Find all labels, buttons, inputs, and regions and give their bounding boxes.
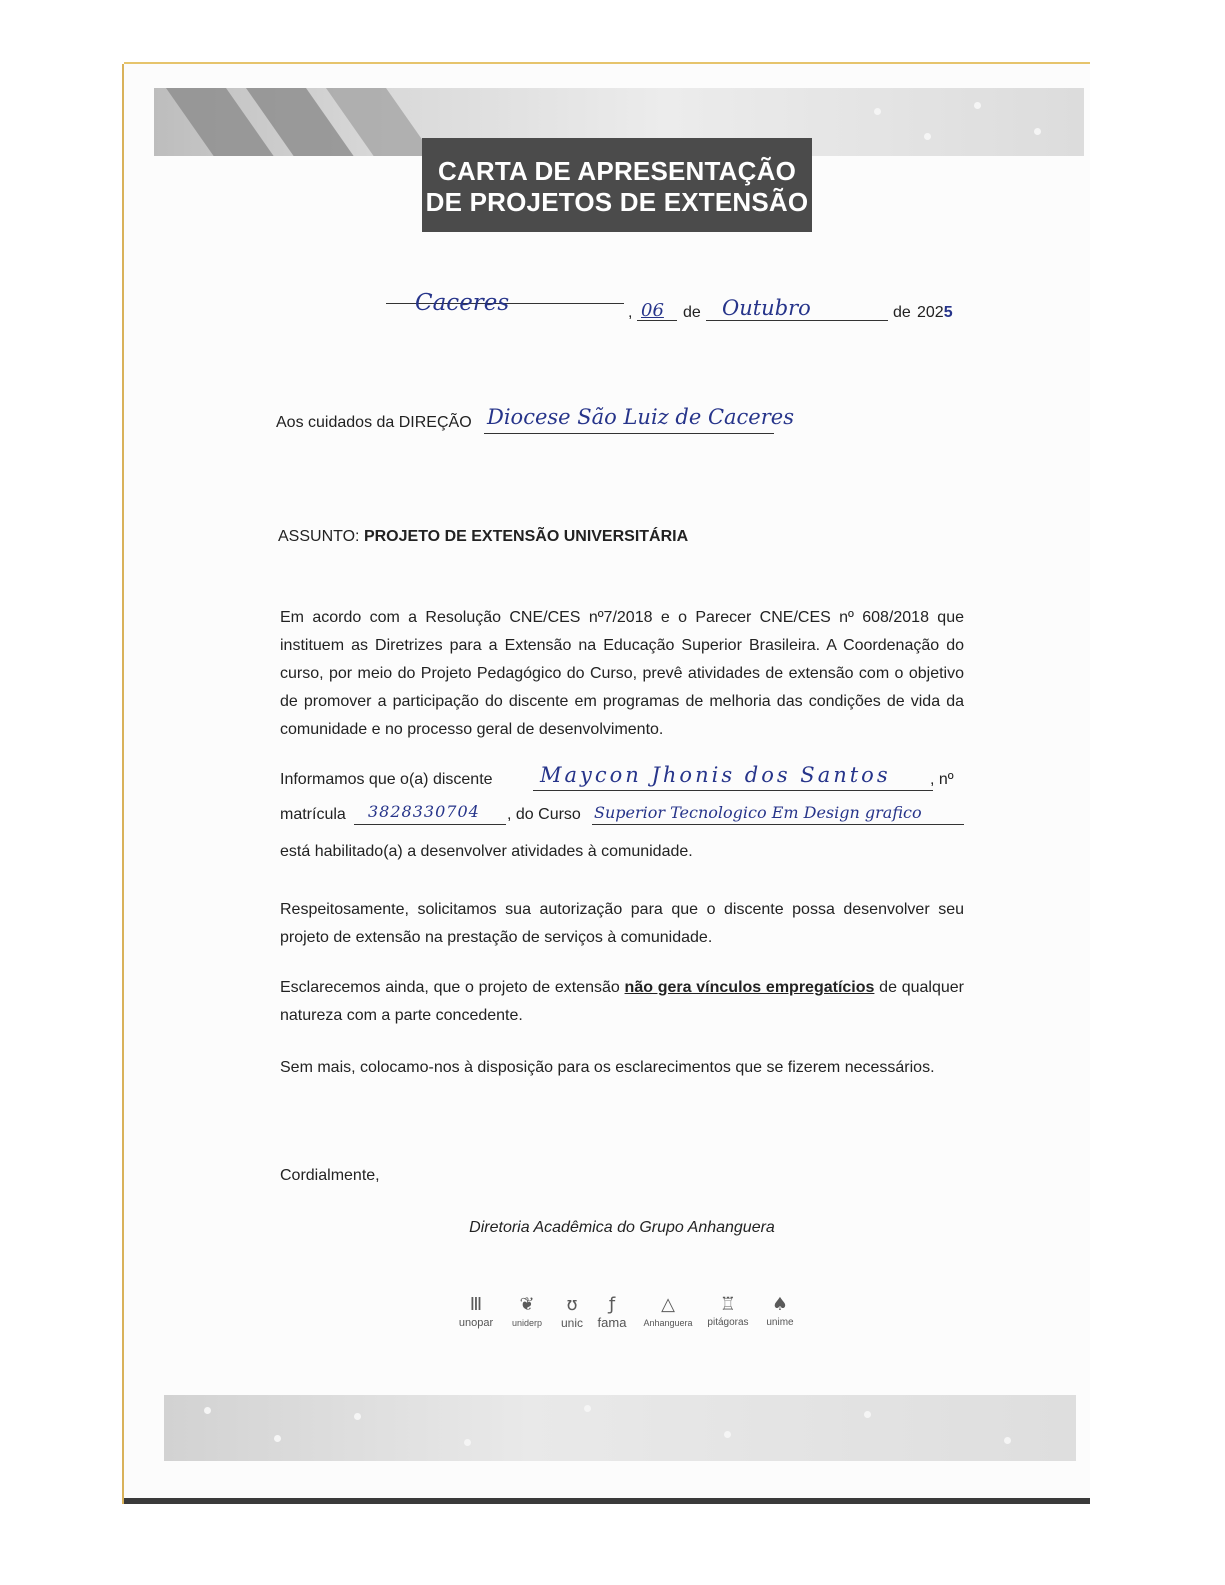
curso-underline [592, 824, 964, 825]
unime-logo-icon: ♠ [771, 1294, 789, 1315]
paragraph-request: Respeitosamente, solicitamos sua autorização para que o discente possa desenvolver seu projeto de extensão na prestação de serviços à comunidade. [280, 901, 964, 946]
signature: Diretoria Acadêmica do Grupo Anhanguera [469, 1219, 775, 1236]
year-printed: 202 [917, 304, 944, 321]
sheet-shadow [124, 1498, 1090, 1504]
subject-value: PROJETO DE EXTENSÃO UNIVERSITÁRIA [363, 528, 689, 545]
date-year [917, 304, 953, 322]
logo-pitagoras: ♖ pitágoras [702, 1294, 754, 1330]
curso-label: , do Curso [507, 806, 581, 823]
subject-line [278, 528, 688, 546]
fama-logo-icon: ƒ [608, 1294, 616, 1315]
subject-label: ASSUNTO: [278, 528, 360, 545]
paragraph-no-employment [280, 974, 964, 1030]
date-de-2: de [893, 304, 911, 321]
no-employment-emphasis: não gera vínculos empregatícios [624, 979, 875, 996]
date-comma: , [628, 304, 633, 321]
student-name-value: Maycon Jhonis dos Santos [540, 763, 891, 787]
uniderp-logo-icon: ❦ [519, 1294, 535, 1315]
unopar-logo-icon: Ⅲ [469, 1294, 483, 1315]
logo-uniderp: ❦ uniderp [506, 1294, 548, 1330]
recipient-value: Diocese São Luiz de Caceres [487, 405, 794, 429]
unic-logo-icon: ʊ [566, 1294, 578, 1315]
student-name-underline [533, 790, 933, 791]
month-value: Outubro [722, 296, 811, 320]
student-suffix: está habilitado(a) a desenvolver atividades à comunidade. [280, 843, 693, 860]
closing: Cordialmente, [280, 1167, 380, 1184]
city-value: Caceres [415, 290, 510, 316]
logo-unopar: Ⅲ unopar [452, 1294, 500, 1330]
month-underline [706, 320, 888, 321]
logo-unic: ʊ unic [554, 1294, 590, 1330]
matricula-value: 3828330704 [368, 802, 480, 821]
recipient-label: Aos cuidados da DIREÇÃO [276, 414, 472, 431]
curso-value: Superior Tecnologico Em Design grafico [594, 803, 922, 822]
matricula-underline [354, 824, 506, 825]
day-value: 06 [641, 300, 664, 321]
pitagoras-logo-icon: ♖ [719, 1294, 737, 1315]
student-prefix: Informamos que o(a) discente [280, 771, 493, 788]
no-employment-before: Esclarecemos ainda, que o projeto de extensão [280, 979, 620, 996]
date-de-1: de [683, 304, 701, 321]
recipient-underline [484, 433, 774, 434]
matricula-label: matrícula [280, 806, 346, 823]
no-employment-after: de qualquer natureza com a parte concedente. [280, 979, 964, 1024]
paragraph-availability: Sem mais, colocamo-nos à disposição para os esclarecimentos que se fizerem necessários. [280, 1059, 935, 1076]
anhanguera-logo-icon: △ [661, 1294, 675, 1315]
year-handwritten-digit: 5 [943, 304, 953, 321]
institution-logos [452, 1294, 804, 1338]
logo-fama: ƒ fama [594, 1294, 630, 1330]
student-number-label: , nº [930, 771, 954, 788]
paragraph-legal-basis: Em acordo com a Resolução CNE/CES nº7/2018 e o Parecer CNE/CES nº 608/2018 que instituem as Diretrizes para a Extensão na Educação Superior Brasileira. A Coordenação do curso, por meio do Projeto Pedagógico do Curso, prevê atividades de extensão com o objetivo de promover a participação do discente em programas de melhoria das condições de vida da comunidade e no processo geral de desenvolvimento. [280, 609, 964, 738]
logo-anhanguera: △ Anhanguera [638, 1294, 698, 1330]
logo-unime: ♠ unime [758, 1294, 802, 1330]
letter-title-box [422, 138, 812, 232]
footer-band [164, 1395, 1076, 1461]
letter-title-line2: DE PROJETOS DE EXTENSÃO [425, 187, 809, 217]
letter-title-line1: CARTA DE APRESENTAÇÃO [437, 156, 797, 186]
